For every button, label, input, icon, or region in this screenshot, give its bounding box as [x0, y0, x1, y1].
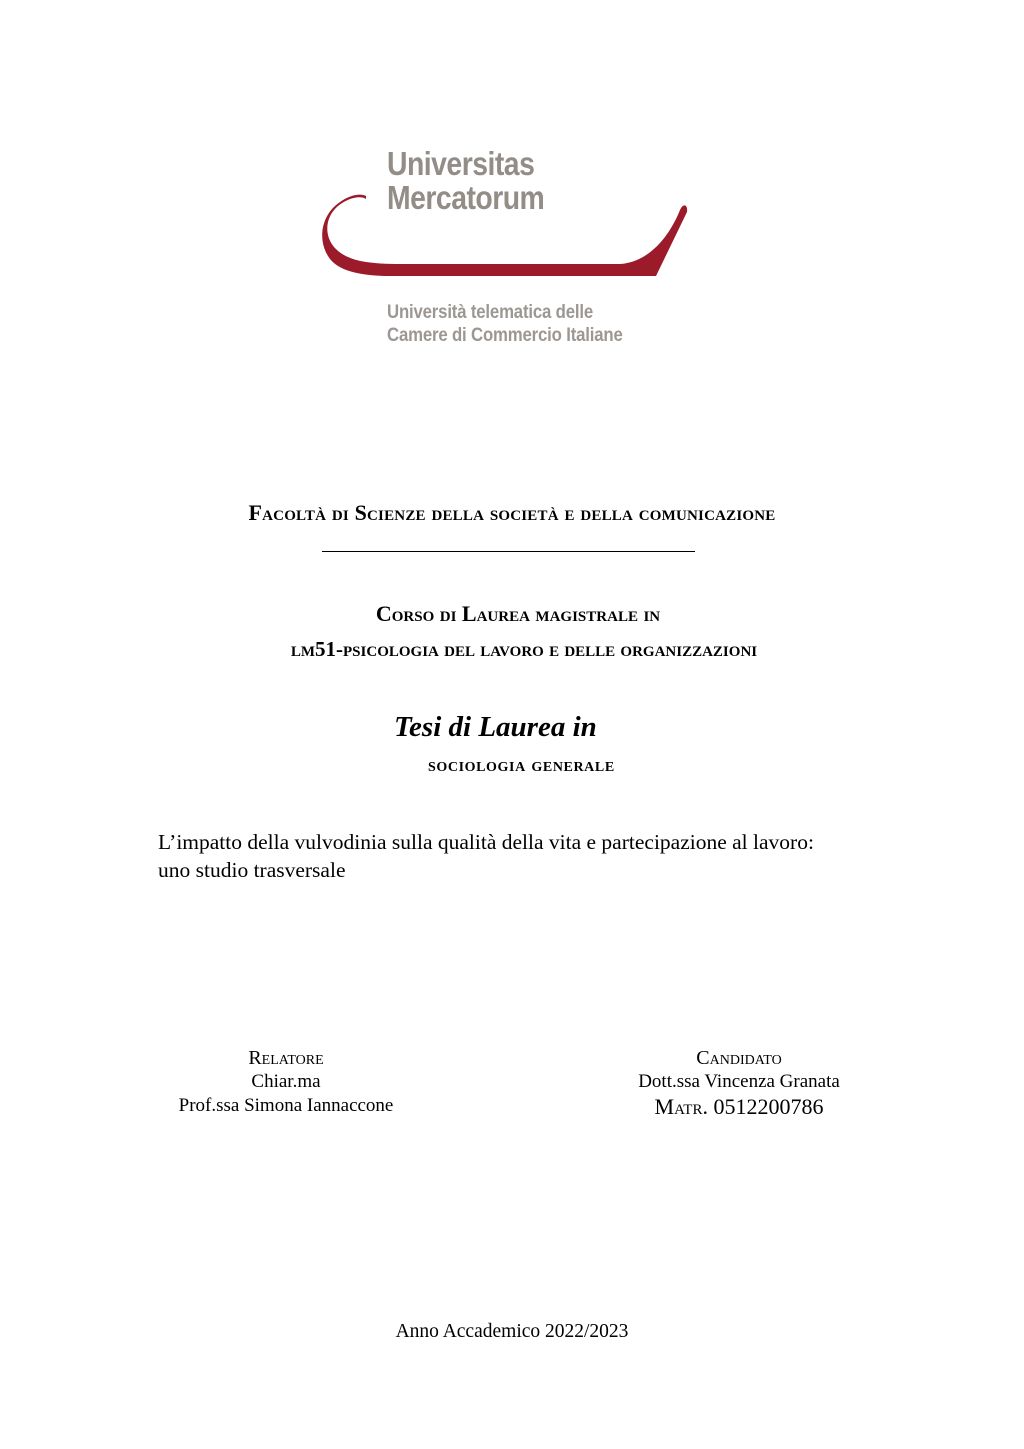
matricola-number: 0512200786: [713, 1094, 824, 1119]
relatore-name: Prof.ssa Simona Iannaccone: [178, 1095, 394, 1116]
logo-university-name: [387, 147, 544, 215]
course-program: lm51-psicologia del lavoro e delle organizzazioni: [290, 637, 758, 661]
relatore-block: [155, 1046, 417, 1118]
candidato-matricola: [615, 1094, 863, 1120]
logo-name-line2: Mercatorum: [387, 179, 545, 216]
candidato-block: [615, 1046, 863, 1120]
candidato-name: Dott.ssa Vincenza Granata: [638, 1071, 840, 1092]
candidato-role: Candidato: [696, 1047, 782, 1069]
logo-subtitle: [387, 301, 623, 347]
relatore-title: Chiar.ma: [251, 1071, 321, 1092]
thesis-label: Tesi di Laurea in: [394, 711, 597, 743]
thesis-subject: sociologia generale: [428, 754, 615, 776]
academic-year: Anno Accademico 2022/2023: [395, 1321, 629, 1342]
logo-subtitle-line1: Università telematica delle: [387, 301, 594, 323]
university-logo: [320, 140, 700, 360]
thesis-title-line2: uno studio trasversale: [158, 858, 346, 882]
faculty-heading: Facoltà di Scienze della società e della comunicazione: [248, 500, 776, 525]
logo-subtitle-line2: Camere di Commercio Italiane: [387, 324, 623, 346]
logo-name-line1: Universitas: [387, 145, 535, 182]
course-heading: Corso di Laurea magistrale in: [375, 601, 661, 626]
thesis-title: [158, 828, 918, 884]
matricola-label: Matr.: [654, 1094, 708, 1119]
thesis-title-line1: L’impatto della vulvodinia sulla qualità della vita e partecipazione al lavoro:: [158, 830, 814, 854]
divider-line: [322, 551, 695, 552]
relatore-role: Relatore: [248, 1047, 324, 1069]
